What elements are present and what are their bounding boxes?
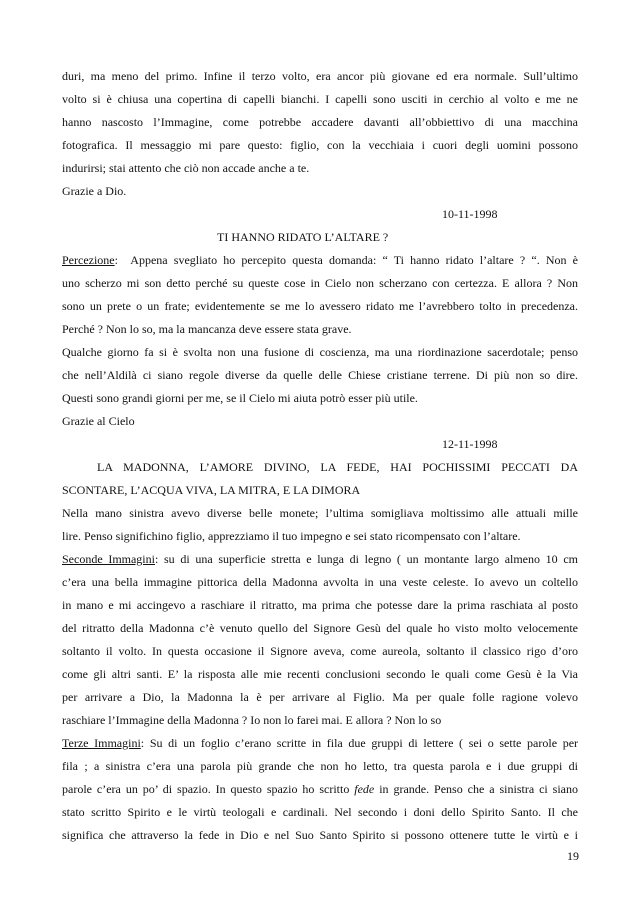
text-line: raschiare l’Immagine della Madonna ? Io non lo farei mai. E allora ? Non lo so xyxy=(62,713,442,727)
section-heading-cont: SCONTARE, L’ACQUA VIVA, LA MITRA, E LA DIMORA xyxy=(62,483,361,497)
text-line: stato scritto Spirito e le virtù teologali e cardinali. Nel secondo i doni dello Spirito Santo. Il che xyxy=(62,805,578,819)
text-line: come gli altri santi. E’ la risposta alle mie recenti conclusioni secondo le quali come Gesù è la Via xyxy=(62,667,578,681)
label-percezione: Percezione xyxy=(62,253,115,267)
text-line: del ritratto della Madonna c’è venuto quello del Signore Gesù del quale ho visto molto velocemente xyxy=(62,621,578,635)
page-number: 19 xyxy=(567,849,579,863)
body-text xyxy=(62,65,578,847)
text-line: Grazie a Dio. xyxy=(62,184,127,198)
entry-date: 10-11-1998 xyxy=(442,207,498,221)
text-line: sono un prete o un frate; evidentemente se me lo avessero ridato me l’avrebbero tolto in precedenza. xyxy=(62,299,578,313)
text-line: Grazie al Cielo xyxy=(62,414,135,428)
entry-date: 12-11-1998 xyxy=(442,437,498,451)
text-line: fotografica. Il messaggio mi pare questo: figlio, con la vecchiaia i cuori degli uomini possono xyxy=(62,138,578,152)
text-line: c’era una bella immagine pittorica della Madonna avvolta in una veste celeste. Io avevo un coltello xyxy=(62,575,578,589)
text-line: volto si è chiusa una copertina di capelli bianchi. I capelli sono usciti in cerchio al volto e me ne xyxy=(62,92,578,106)
text-line: hanno nascosto l’Immagine, come potrebbe accadere davanti all’obbiettivo di una macchina xyxy=(62,115,578,129)
section-heading: LA MADONNA, L’AMORE DIVINO, LA FEDE, HAI POCHISSIMI PECCATI DA xyxy=(97,460,578,474)
text-line: che nell’Aldilà ci siano regole diverse da quelle delle Chiese cristiane terrene. Di più non so dire. xyxy=(62,368,578,382)
text-line: indurirsi; stai attento che ciò non accade anche a te. xyxy=(62,161,310,175)
label-seconde-immagini: Seconde Immagini xyxy=(62,552,155,566)
text-line: parole c’era un po’ di spazio. In questo spazio ho scritto fede in grande. Penso che a sinistra ci siano xyxy=(62,782,578,796)
text-line: significa che attraverso la fede in Dio e nel Suo Santo Spirito si possono ottenere tutte le virtù e i xyxy=(62,828,578,842)
text-line: Qualche giorno fa si è svolta non una fusione di coscienza, ma una riordinazione sacerdotale; penso xyxy=(62,345,578,359)
text-line: soltanto il volto. In questa occasione il Signore aveva, come aureola, soltanto il classico rigo d’oro xyxy=(62,644,578,658)
text-line: Perché ? Non lo so, ma la mancanza deve essere stata grave. xyxy=(62,322,352,336)
text-line: Percezione: Appena svegliato ho percepito questa domanda: “ Ti hanno ridato l’altare ? “. Non è xyxy=(62,253,579,267)
text-line: per arrivare a Dio, la Madonna la è per arrivare al Figlio. Ma per quale folle ragione volevo xyxy=(62,690,578,704)
text-line: uno scherzo mi son detto perché su queste cose in Cielo non scherzano con certezza. E allora ? Non xyxy=(62,276,578,290)
text-line: Questi sono grandi giorni per me, se il Cielo mi aiuta potrò esser più utile. xyxy=(62,391,418,405)
text-line: Seconde Immagini: su di una superficie stretta e lunga di legno ( un montante largo almeno 10 cm xyxy=(62,552,579,566)
text-line: lire. Penso significhino figlio, apprezziamo il tuo impegno e sei stato ricompensato con l’altare. xyxy=(62,529,521,543)
text-line: Terze Immagini: Su di un foglio c’erano scritte in fila due gruppi di lettere ( sei o sette parole per xyxy=(62,736,579,750)
text-line: in mano e mi accingevo a raschiare il ritratto, ma prima che potesse dare la prima raschiata al posto xyxy=(62,598,578,612)
italic-word: fede xyxy=(354,782,375,796)
label-terze-immagini: Terze Immagini xyxy=(62,736,141,750)
text-line: duri, ma meno del primo. Infine il terzo volto, era ancor più giovane ed era normale. Sull’ultimo xyxy=(62,69,578,83)
section-heading: TI HANNO RIDATO L’ALTARE ? xyxy=(217,230,389,244)
text-line: fila ; a sinistra c’era una parola più grande che non ho letto, tra questa parola e i due gruppi di xyxy=(62,759,578,773)
text-line: Nella mano sinistra avevo diverse belle monete; l’ultima somigliava moltissimo alle attuali mille xyxy=(62,506,578,520)
